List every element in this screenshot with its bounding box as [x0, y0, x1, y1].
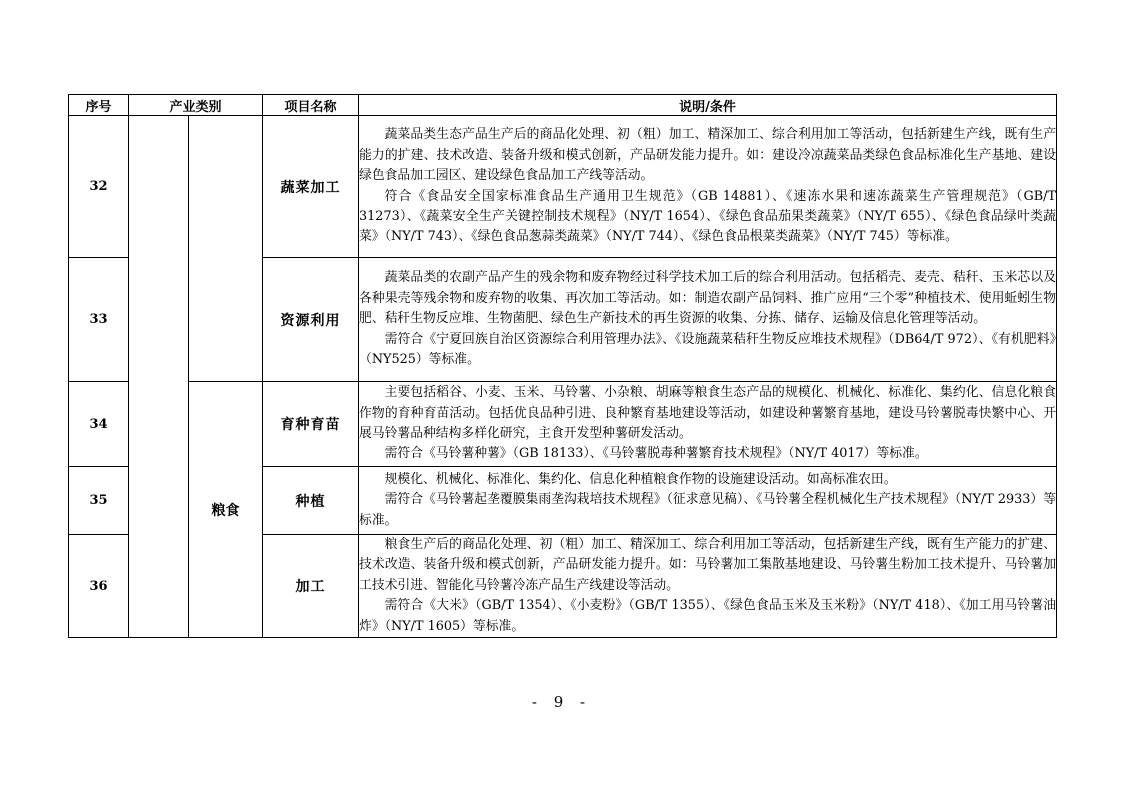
table-row: [69, 116, 1057, 258]
table-row: [69, 382, 1057, 467]
description-cell: [359, 116, 1057, 258]
description-paragraph: 需符合《马铃薯种薯》（GB 18133）、《马铃薯脱毒种薯繁育技术规程》（NY/T 4017）等标准。: [384, 446, 928, 462]
project-name: 种植: [263, 467, 359, 535]
project-name: 蔬菜加工: [263, 116, 359, 258]
row-number: 32: [69, 116, 129, 258]
header-project: 项目名称: [263, 95, 359, 116]
description-paragraph: 规模化、机械化、标准化、集约化、信息化种植粮食作物的设施建设活动。如高标准农田。: [384, 471, 897, 487]
description-paragraph: 粮食生产后的商品化处理、初（粗）加工、精深加工、综合利用加工等活动，包括新建生产线，既有生产能力的扩建、技术改造、装备升级和模式创新，产品研发能力提升。如：马铃薯加工集散基地建设、马铃薯生粉加工技术提升、马铃薯加工技术引进、智能化马铃薯冷冻产品生产线建设等活动。: [359, 537, 1057, 593]
header-category: 产业类别: [129, 95, 263, 116]
description-cell: [359, 258, 1057, 382]
description-paragraph: 符合《食品安全国家标准食品生产通用卫生规范》（GB 14881）、《速冻水果和速冻蔬菜生产管理规范》（GB/T 31273）、《蔬菜安全生产关键控制技术规程》（NY/T 1654）、《绿色食品茄果类蔬菜》（NY/T 655）、《绿色食品绿叶类蔬菜》（NY/T 743）、《绿色食品葱蒜类蔬菜》（NY/T 744）、《绿色食品根菜类蔬菜》（NY/T 745）等标准。: [359, 188, 1057, 245]
row-number: 35: [69, 467, 129, 535]
row-number: 33: [69, 258, 129, 382]
standards-table: [68, 94, 1057, 638]
description-paragraph: 需符合《大米》（GB/T 1354）、《小麦粉》（GB/T 1355）、《绿色食品玉米及玉米粉》（NY/T 418）、《加工用马铃薯油炸》（NY/T 1605）等标准。: [359, 598, 1057, 634]
page-number: - 9 -: [531, 693, 592, 711]
description-paragraph: 需符合《宁夏回族自治区资源综合利用管理办法》、《设施蔬菜秸秆生物反应堆技术规程》（DB64/T 972）、《有机肥料》（NY525）等标准。: [359, 331, 1057, 368]
project-name: 资源利用: [263, 258, 359, 382]
row-number: 34: [69, 382, 129, 467]
header-desc: 说明/条件: [359, 95, 1057, 116]
description-paragraph: 主要包括稻谷、小麦、玉米、马铃薯、小杂粮、胡麻等粮食生态产品的规模化、机械化、标准化、集约化、信息化粮食作物的育种育苗活动。包括优良品种引进、良种繁育基地建设等活动，如建设种薯繁育基地，建设马铃薯脱毒快繁中心、开展马铃薯品种结构多样化研究，主食开发型种薯研发活动。: [359, 385, 1057, 441]
category-sub-cell: [189, 116, 263, 382]
description-paragraph: 蔬菜品类生态产品生产后的商品化处理、初（粗）加工、精深加工、综合利用加工等活动，包括新建生产线，既有生产能力的扩建、技术改造、装备升级和模式创新，产品研发能力提升。如：建设冷凉蔬菜品类绿色食品标准化生产基地、建设绿色食品加工园区、建设绿色食品加工产线等活动。: [359, 127, 1057, 184]
category-main-cell: [129, 116, 189, 638]
project-name: 育种育苗: [263, 382, 359, 467]
project-name: 加工: [263, 535, 359, 638]
row-number: 36: [69, 535, 129, 638]
description-cell: [359, 382, 1057, 467]
table-header-row: [69, 95, 1057, 116]
header-seq: 序号: [69, 95, 129, 116]
description-paragraph: 蔬菜品类的农副产品产生的残余物和废弃物经过科学技术加工后的综合利用活动。包括稻壳、麦壳、秸秆、玉米芯以及各种果壳等残余物和废弃物的收集、再次加工等活动。如：制造农副产品饲料、推广应用“三个零”种植技术、使用蚯蚓生物肥、秸秆生物反应堆、生物菌肥、绿色生产新技术的再生资源的收集、分拣、储存、运输及信息化管理等活动。: [359, 270, 1057, 327]
description-paragraph: 需符合《马铃薯起垄覆膜集雨垄沟栽培技术规程》（征求意见稿）、《马铃薯全程机械化生产技术规程》（NY/T 2933）等标准。: [359, 492, 1057, 528]
description-cell: [359, 535, 1057, 638]
category-grain: 粮食: [189, 382, 263, 638]
description-cell: [359, 467, 1057, 535]
